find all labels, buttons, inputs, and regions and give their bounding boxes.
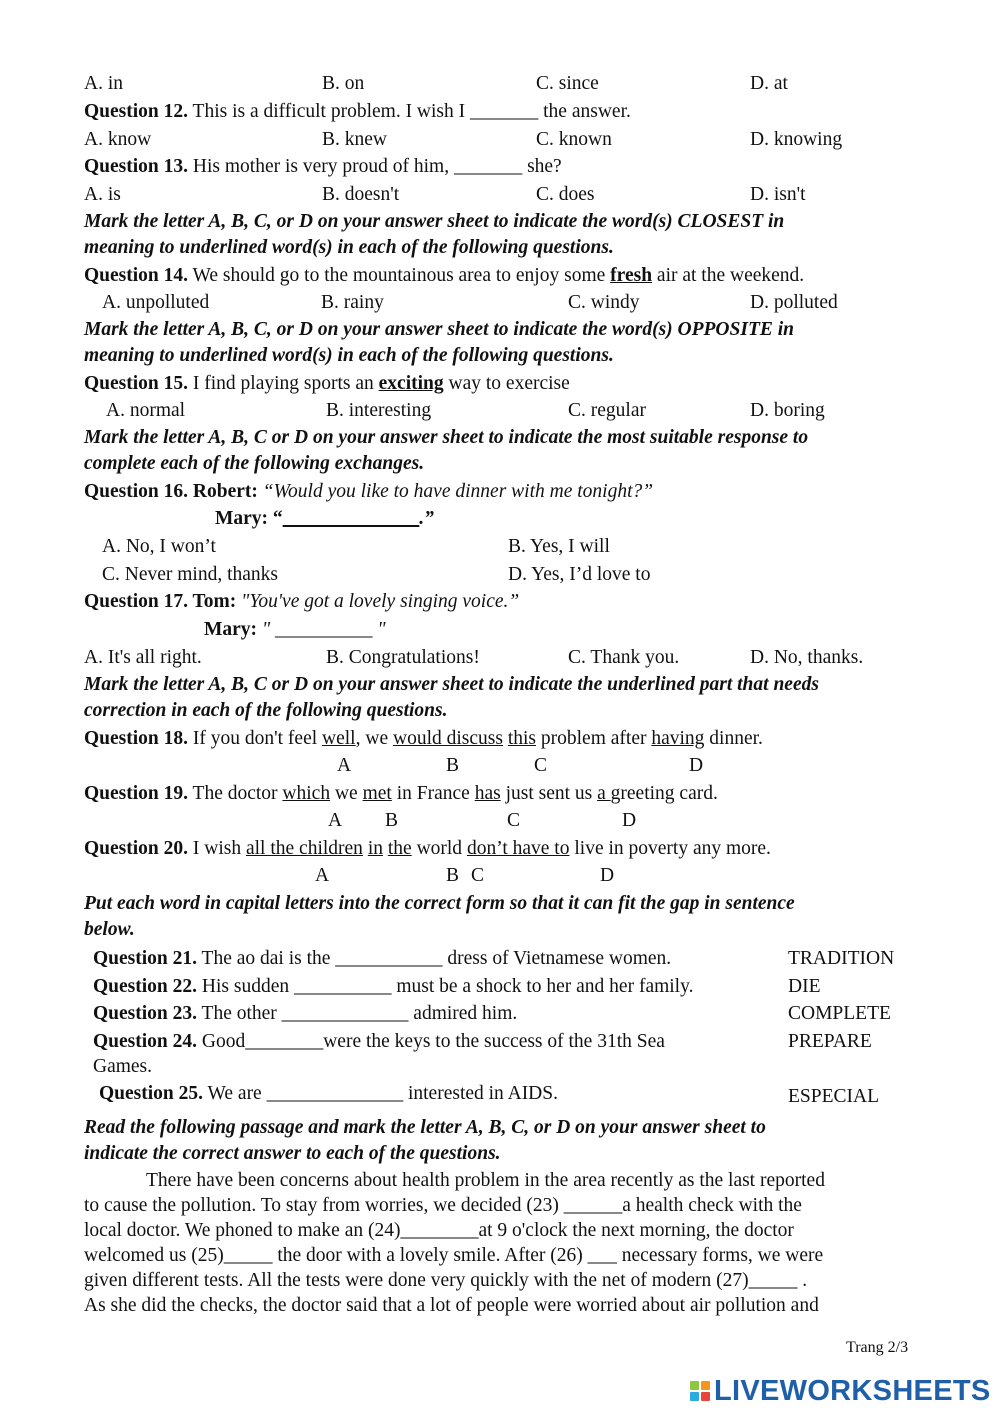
tom-quote: "You've got a lovely singing voice.” — [241, 591, 520, 612]
q16-option-c: C. Never mind, thanks — [102, 564, 279, 585]
question-19 — [84, 782, 718, 806]
question-text: This is a difficult problem. I wish I _______ the answer. — [188, 101, 631, 122]
q13-option-b: B. doesn't — [322, 184, 400, 205]
logo-text: LIVEWORKSHEETS — [714, 1374, 991, 1407]
passage-line-6: As she did the checks, the doctor said that a lot of people were worried about air pollution and — [84, 1295, 819, 1316]
q12-option-c: C. known — [536, 129, 612, 150]
q20-letter-c: C — [471, 865, 485, 886]
q14-option-c: C. windy — [568, 292, 640, 313]
question-text: His sudden __________ must be a shock to her and her family. — [197, 976, 694, 997]
question-15 — [84, 372, 570, 396]
q14-option-b: B. rainy — [321, 292, 384, 313]
instruction-correction-line1: Mark the letter A, B, C or D on your answer sheet to indicate the underlined part that needs — [84, 674, 819, 695]
q17-option-d: D. No, thanks. — [750, 647, 864, 668]
underlined-word: exciting — [378, 373, 444, 394]
q22-capital-word: DIE — [788, 976, 821, 997]
question-number: Question 22. — [93, 976, 198, 997]
text-segment: greeting card. — [610, 783, 718, 804]
q17-mary-line — [204, 618, 386, 642]
q16-mary-line — [215, 507, 434, 531]
question-16 — [84, 480, 653, 504]
liveworksheets-logo[interactable] — [690, 1374, 991, 1408]
instruction-wordform-line1: Put each word in capital letters into the correct form so that it can fit the gap in sentence — [84, 893, 795, 914]
underlined-part-d: having — [651, 728, 705, 749]
question-text: The other _____________ admired him. — [197, 1003, 518, 1024]
underlined-part-c: the — [387, 838, 412, 859]
passage-line-3: local doctor. We phoned to make an (24)________at 9 o'clock the next morning, the doctor — [84, 1220, 794, 1241]
q14-option-a: A. unpolluted — [102, 292, 210, 313]
underlined-part-c: this — [507, 728, 537, 749]
instruction-closest-line1: Mark the letter A, B, C, or D on your answer sheet to indicate the word(s) CLOSEST in — [84, 211, 785, 232]
text-segment: in France — [391, 783, 475, 804]
question-13 — [84, 155, 562, 179]
question-17 — [84, 590, 519, 614]
question-number: Question 17. — [84, 591, 189, 612]
question-text-end: air at the weekend. — [652, 265, 805, 286]
q13-option-c: C. does — [536, 184, 595, 205]
q13-option-d: D. isn't — [750, 184, 806, 205]
q11-option-a: A. in — [84, 73, 123, 94]
text-segment: world — [411, 838, 467, 859]
q18-letter-d: D — [689, 755, 704, 776]
question-20 — [84, 837, 771, 861]
question-14 — [84, 264, 804, 288]
mary-quote: " __________ " — [261, 619, 386, 640]
question-number: Question 21. — [93, 948, 198, 969]
question-number: Question 18. — [84, 728, 189, 749]
text-segment: I wish — [188, 838, 246, 859]
q25-capital-word: ESPECIAL — [788, 1086, 880, 1107]
question-number: Question 13. — [84, 156, 189, 177]
instruction-opposite-line1: Mark the letter A, B, C, or D on your answer sheet to indicate the word(s) OPPOSITE in — [84, 319, 795, 340]
q19-letter-b: B — [385, 810, 399, 831]
q15-option-d: D. boring — [750, 400, 825, 421]
question-number: Question 19. — [84, 783, 189, 804]
speaker-mary: Mary: — [204, 619, 262, 640]
text-segment: If you don't feel — [188, 728, 323, 749]
instruction-closest-line2: meaning to underlined word(s) in each of the following questions. — [84, 237, 614, 258]
q19-letter-d: D — [622, 810, 637, 831]
text-segment: we — [330, 783, 363, 804]
underlined-part-d: don’t have to — [466, 838, 570, 859]
question-text: His mother is very proud of him, _______ she? — [188, 156, 562, 177]
underlined-part-a: which — [282, 783, 331, 804]
question-number: Question 15. — [84, 373, 189, 394]
q14-option-d: D. polluted — [750, 292, 838, 313]
underlined-part-a: all the children — [245, 838, 363, 859]
underlined-part-b: met — [362, 783, 392, 804]
q13-option-a: A. is — [84, 184, 121, 205]
q16-option-b: B. Yes, I will — [508, 536, 610, 557]
q12-option-b: B. knew — [322, 129, 387, 150]
q17-option-a: A. It's all right. — [84, 647, 202, 668]
q11-option-b: B. on — [322, 73, 365, 94]
question-24-continued: Games. — [93, 1056, 153, 1077]
question-number: Question 16. — [84, 481, 189, 502]
instruction-wordform-line2: below. — [84, 919, 135, 940]
q11-option-d: D. at — [750, 73, 788, 94]
q21-capital-word: TRADITION — [788, 948, 895, 969]
question-22 — [93, 975, 693, 999]
q17-option-b: B. Congratulations! — [326, 647, 480, 668]
text-segment: live in poverty any more. — [569, 838, 771, 859]
question-number: Question 20. — [84, 838, 189, 859]
q12-option-a: A. know — [84, 129, 152, 150]
q24-capital-word: PREPARE — [788, 1031, 872, 1052]
q15-option-b: B. interesting — [326, 400, 432, 421]
q19-letter-c: C — [507, 810, 521, 831]
text-segment: , we — [355, 728, 393, 749]
q20-letter-d: D — [600, 865, 615, 886]
answer-blank: ______________ — [282, 508, 420, 529]
passage-line-2: to cause the pollution. To stay from worries, we decided (23) ______a health check with the — [84, 1195, 802, 1216]
instruction-correction-line2: correction in each of the following questions. — [84, 700, 448, 721]
text-segment: just sent us — [500, 783, 598, 804]
question-12 — [84, 100, 631, 124]
question-number: Question 14. — [84, 265, 189, 286]
question-number: Question 25. — [99, 1083, 204, 1104]
question-25 — [99, 1082, 558, 1106]
question-24 — [93, 1030, 665, 1054]
underlined-part-b: would discuss — [392, 728, 503, 749]
underlined-part-d: a — [597, 783, 611, 804]
q18-letter-a: A — [337, 755, 352, 776]
q19-letter-a: A — [328, 810, 343, 831]
underlined-part-b: in — [367, 838, 383, 859]
underlined-part-c: has — [474, 783, 501, 804]
text-segment: problem after — [536, 728, 652, 749]
underlined-part-a: well — [322, 728, 356, 749]
q16-option-d: D. Yes, I’d love to — [508, 564, 651, 585]
speaker-mary: Mary: “ — [215, 508, 283, 529]
page-number: Trang 2/3 — [846, 1339, 909, 1356]
speaker-tom: Tom: — [188, 591, 242, 612]
question-text: The ao dai is the ___________ dress of Vietnamese women. — [197, 948, 672, 969]
question-number: Question 24. — [93, 1031, 198, 1052]
text-segment: dinner. — [704, 728, 763, 749]
q17-option-c: C. Thank you. — [568, 647, 680, 668]
instruction-passage-line1: Read the following passage and mark the letter A, B, C, or D on your answer sheet to — [84, 1117, 766, 1138]
q12-option-d: D. knowing — [750, 129, 843, 150]
speaker-robert: Robert: — [188, 481, 263, 502]
instruction-passage-line2: indicate the correct answer to each of the questions. — [84, 1143, 501, 1164]
q20-letter-b: B — [446, 865, 460, 886]
text-segment: The doctor — [188, 783, 283, 804]
robert-quote: “Would you like to have dinner with me tonight?” — [262, 481, 654, 502]
passage-line-1: There have been concerns about health problem in the area recently as the last reported — [146, 1170, 825, 1191]
q18-letter-c: C — [534, 755, 548, 776]
question-text: We are ______________ interested in AIDS. — [203, 1083, 558, 1104]
question-text-end: way to exercise — [443, 373, 570, 394]
passage-line-5: given different tests. All the tests were done very quickly with the net of modern (27)_____ . — [84, 1270, 808, 1291]
question-text: We should go to the mountainous area to enjoy some — [188, 265, 611, 286]
q15-option-c: C. regular — [568, 400, 646, 421]
passage-line-4: welcomed us (25)_____ the door with a lovely smile. After (26) ___ necessary forms, we were — [84, 1245, 824, 1266]
q23-capital-word: COMPLETE — [788, 1003, 891, 1024]
question-23 — [93, 1002, 517, 1026]
quote-end: .” — [419, 508, 434, 529]
q15-option-a: A. normal — [106, 400, 186, 421]
liveworksheets-logo-icon — [690, 1381, 710, 1401]
q16-option-a: A. No, I won’t — [102, 536, 216, 557]
question-21 — [93, 947, 671, 971]
underlined-word: fresh — [610, 265, 653, 286]
q18-letter-b: B — [446, 755, 460, 776]
q11-option-c: C. since — [536, 73, 599, 94]
question-number: Question 23. — [93, 1003, 198, 1024]
instruction-response-line2: complete each of the following exchanges. — [84, 453, 425, 474]
instruction-response-line1: Mark the letter A, B, C or D on your answer sheet to indicate the most suitable response to — [84, 427, 809, 448]
q20-letter-a: A — [315, 865, 330, 886]
question-text: I find playing sports an — [188, 373, 379, 394]
instruction-opposite-line2: meaning to underlined word(s) in each of the following questions. — [84, 345, 614, 366]
question-18 — [84, 727, 763, 751]
question-text: Good________were the keys to the success of the 31th Sea — [197, 1031, 665, 1052]
question-number: Question 12. — [84, 101, 189, 122]
